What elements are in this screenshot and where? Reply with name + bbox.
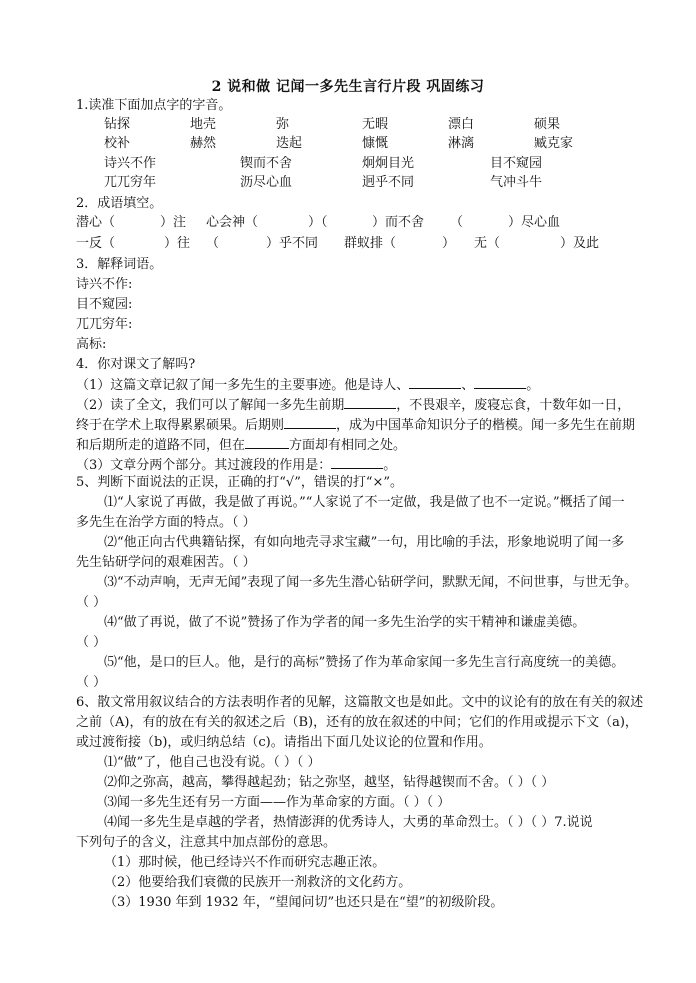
idiom: 兀兀穷年: [104, 175, 157, 190]
text: 和后期所走的道路不同，但在: [76, 438, 246, 453]
q5-item1-line1: ⑴“人家说了再做，我是做了再说。”“人家说了不一定做，我是做了也不一定说。”概括了闻一: [104, 495, 625, 510]
text: （2）读了全文，我们可以了解闻一多先生前期: [76, 398, 345, 413]
answer-blank[interactable]: [245, 436, 289, 449]
q5-item2-line1: ⑵“他正向古代典籍钻探，有如向地壳寻求宝藏”一句，用比喻的手法，形象地说明了闻一多: [104, 535, 625, 550]
q7-sentence3: （3）1930 年到 1932 年，“望闻问切”也还只是在“望”的初级阶段。: [104, 895, 504, 910]
idiom-fill: （: [450, 215, 464, 230]
q6-intro-line3: 或过渡衔接（b)，或归纳总结（c)。请指出下面几处议论的位置和作用。: [76, 735, 492, 750]
period: 。: [383, 458, 397, 473]
q4-item2-line3: [76, 436, 406, 455]
idiom-fill: 潜心（: [76, 215, 116, 230]
word: 臧克家: [534, 136, 574, 151]
idiom-fill: 心会神（: [206, 215, 259, 230]
idiom: 锲而不舍: [240, 156, 293, 171]
q4-item2-line2: [76, 416, 635, 435]
term-label: 目不窥园:: [76, 297, 133, 312]
word: 慷慨: [362, 136, 389, 151]
term-label: 诗兴不作:: [76, 277, 133, 292]
word: 漂白: [448, 117, 475, 132]
text: （3）文章分两个部分。其过渡段的作用是：: [76, 458, 332, 473]
q4-item1: [76, 376, 539, 395]
q4-item3: [76, 456, 396, 475]
idiom: 目不窥园: [490, 156, 543, 171]
term-label: 高标:: [76, 337, 107, 352]
q5-item5-answer[interactable]: （ ）: [76, 675, 107, 690]
q6-intro-line1: 6、散文常用叙议结合的方法表明作者的见解，这篇散文也是如此。文中的议论有的放在有关的叙述: [76, 695, 644, 710]
q6-item2[interactable]: ⑵仰之弥高，越高，攀得越起劲；钻之弥坚，越坚，钻得越锲而不舍。（ ）（ ）: [104, 775, 555, 790]
word: 无暇: [362, 117, 389, 132]
idiom-fill: （: [206, 236, 220, 251]
idiom: 沥尽心血: [240, 175, 293, 190]
q6-item4[interactable]: ⑷闻一多先生是卓越的学者，热情澎湃的优秀诗人，大勇的革命烈士。（ ）（ ）7.说说: [104, 815, 593, 830]
q5-item2-line2[interactable]: 先生钻研学问的艰难困苦。（ ）: [76, 555, 256, 570]
q5-item4-answer[interactable]: （ ）: [76, 635, 107, 650]
q4-heading: 4．你对课文了解吗?: [76, 357, 196, 372]
q6-intro-line2: 之前（A)，有的放在有关的叙述之后（B)，还有的放在叙述的中间；它们的作用或提示下文（a)，: [76, 715, 638, 730]
word: 硕果: [534, 117, 561, 132]
idiom-fill: ）乎不同: [266, 236, 319, 251]
text: 终于在学术上取得累累硕果。后期则: [76, 418, 285, 433]
idiom: 诗兴不作: [104, 156, 157, 171]
idiom: 气冲斗牛: [490, 175, 543, 190]
answer-blank[interactable]: [284, 416, 336, 429]
word: 校补: [104, 136, 131, 151]
idiom-fill: ）及此: [560, 236, 600, 251]
answer-blank[interactable]: [331, 456, 383, 469]
word: 弥: [276, 117, 290, 132]
word: 迭起: [276, 136, 303, 151]
idiom: 炯炯目光: [362, 156, 415, 171]
q7-sentence1: （1）那时候，他已经诗兴不作而研究志趣正浓。: [104, 855, 386, 870]
idiom-fill: ）: [442, 236, 456, 251]
answer-blank[interactable]: [344, 396, 396, 409]
text: 方面却有相同之处。: [289, 438, 407, 453]
q7-heading: 下列句子的含义，注意其中加点部份的意思。: [76, 835, 337, 850]
q4-item1-text: （1）这篇文章记叙了闻一多先生的主要事迹。他是诗人、: [76, 378, 410, 393]
q1-heading: 1.读准下面加点字的字音。: [76, 98, 232, 113]
idiom-fill: 群蚁排（: [344, 236, 397, 251]
q6-item1[interactable]: ⑴“做”了，他自己也没有说。（ ）（ ）: [104, 755, 321, 770]
answer-blank[interactable]: [409, 376, 461, 389]
idiom-fill: 一反（: [76, 236, 116, 251]
q5-heading: 5、判断下面说法的正误，正确的打“√”，错误的打“×”。: [76, 475, 404, 490]
text: ，不畏艰辛，废寝忘食，十数年如一日，: [396, 398, 631, 413]
q5-item5-line1: ⑸“他，是口的巨人。他，是行的高标”赞扬了作为革命家闻一多先生言行高度统一的美德。: [104, 655, 625, 670]
q6-item3[interactable]: ⑶闻一多先生还有另一方面——作为革命家的方面。（ ）（ ）: [104, 795, 451, 810]
idiom-fill: ）而不舍: [372, 215, 425, 230]
text: ，成为中国革命知识分子的楷模。闻一多先生在前期: [336, 418, 636, 433]
idiom-fill: 无（: [474, 236, 501, 251]
separator: 、: [461, 378, 475, 393]
term-label: 兀兀穷年:: [76, 317, 133, 332]
idiom-fill: ）尽心血: [508, 215, 561, 230]
q5-item4-line1: ⑷“做了再说，做了不说”赞扬了作为学者的闻一多先生治学的实干精神和谦虚美德。: [104, 615, 586, 630]
period: 。: [526, 378, 540, 393]
answer-blank[interactable]: [474, 376, 526, 389]
word: 钻探: [104, 117, 131, 132]
q4-item2-line1: [76, 396, 630, 415]
idiom-fill: ）注: [160, 215, 187, 230]
page-title: 2 说和做 记闻一多先生言行片段 巩固练习: [211, 79, 485, 95]
idiom: 迥乎不同: [362, 175, 415, 190]
q5-item3-answer[interactable]: （ ）: [76, 595, 107, 610]
q2-heading: 2．成语填空。: [76, 196, 163, 211]
q5-item1-line2[interactable]: 多先生在治学方面的特点。（ ）: [76, 515, 256, 530]
word: 赫然: [190, 136, 217, 151]
word: 淋漓: [448, 136, 475, 151]
idiom-fill: ）往: [164, 236, 191, 251]
q7-sentence2: （2）他要给我们衰微的民族开一剂救济的文化药方。: [104, 875, 412, 890]
word: 地壳: [190, 117, 217, 132]
idiom-fill: ）（: [308, 215, 328, 230]
q3-heading: 3．解释词语。: [76, 257, 163, 272]
q5-item3-line1: ⑶“不动声响，无声无闻”表现了闻一多先生潜心钻研学问，默默无闻，不问世事，与世无争。: [104, 575, 638, 590]
